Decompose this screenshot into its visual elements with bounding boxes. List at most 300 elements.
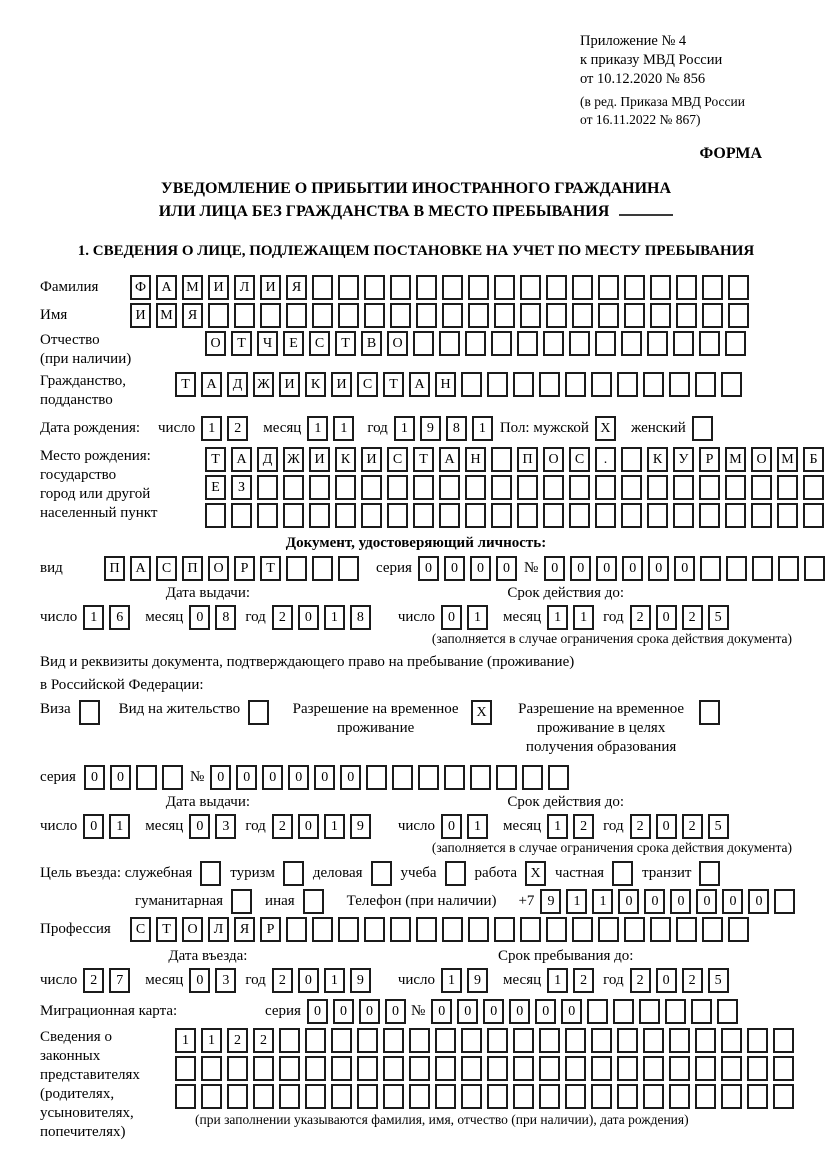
char-cell[interactable]: С (569, 447, 590, 472)
char-cell[interactable] (409, 1028, 430, 1053)
char-cell[interactable]: Р (260, 917, 281, 942)
char-cell[interactable] (201, 1084, 222, 1109)
char-cell[interactable] (390, 275, 411, 300)
char-cell[interactable] (439, 503, 460, 528)
char-cell[interactable] (335, 475, 356, 500)
char-cell[interactable]: И (260, 275, 281, 300)
char-cell[interactable] (699, 331, 720, 356)
char-cell[interactable]: Н (435, 372, 456, 397)
char-cell[interactable] (572, 917, 593, 942)
char-cell[interactable]: А (156, 275, 177, 300)
char-cell[interactable] (676, 275, 697, 300)
char-cell[interactable]: 1 (573, 605, 594, 630)
char-cell[interactable]: М (725, 447, 746, 472)
char-cell[interactable] (721, 372, 742, 397)
char-cell[interactable] (201, 1056, 222, 1081)
char-cell[interactable] (208, 303, 229, 328)
char-cell[interactable]: X (595, 416, 616, 441)
char-cell[interactable] (338, 917, 359, 942)
char-cell[interactable]: 1 (547, 968, 568, 993)
char-cell[interactable] (591, 1056, 612, 1081)
char-cell[interactable]: 0 (618, 889, 639, 914)
char-cell[interactable] (175, 1056, 196, 1081)
char-cell[interactable] (669, 1056, 690, 1081)
char-cell[interactable]: 1 (394, 416, 415, 441)
char-cell[interactable] (773, 1084, 794, 1109)
char-cell[interactable]: 0 (470, 556, 491, 581)
char-cell[interactable] (175, 1084, 196, 1109)
char-cell[interactable]: 7 (109, 968, 130, 993)
char-cell[interactable] (650, 303, 671, 328)
char-cell[interactable]: 2 (630, 814, 651, 839)
char-cell[interactable] (366, 765, 387, 790)
char-cell[interactable] (357, 1028, 378, 1053)
char-cell[interactable]: 0 (656, 968, 677, 993)
char-cell[interactable]: 1 (175, 1028, 196, 1053)
char-cell[interactable] (699, 700, 720, 725)
char-cell[interactable] (286, 303, 307, 328)
char-cell[interactable] (747, 1056, 768, 1081)
char-cell[interactable] (546, 303, 567, 328)
char-cell[interactable] (79, 700, 100, 725)
char-cell[interactable] (383, 1056, 404, 1081)
char-cell[interactable]: П (517, 447, 538, 472)
char-cell[interactable] (392, 765, 413, 790)
char-cell[interactable]: 2 (630, 968, 651, 993)
char-cell[interactable] (751, 475, 772, 500)
char-cell[interactable] (546, 917, 567, 942)
char-cell[interactable]: 0 (748, 889, 769, 914)
char-cell[interactable] (286, 917, 307, 942)
char-cell[interactable] (721, 1084, 742, 1109)
char-cell[interactable]: 0 (648, 556, 669, 581)
char-cell[interactable]: 1 (441, 968, 462, 993)
char-cell[interactable]: 0 (84, 765, 105, 790)
char-cell[interactable]: 1 (592, 889, 613, 914)
char-cell[interactable]: А (409, 372, 430, 397)
char-cell[interactable]: 9 (350, 968, 371, 993)
char-cell[interactable]: 3 (215, 814, 236, 839)
char-cell[interactable] (439, 475, 460, 500)
char-cell[interactable]: 0 (307, 999, 328, 1024)
char-cell[interactable] (253, 1084, 274, 1109)
char-cell[interactable]: 0 (457, 999, 478, 1024)
char-cell[interactable]: 0 (570, 556, 591, 581)
char-cell[interactable]: 0 (656, 814, 677, 839)
char-cell[interactable] (725, 475, 746, 500)
char-cell[interactable]: 2 (682, 605, 703, 630)
char-cell[interactable] (520, 917, 541, 942)
char-cell[interactable]: 0 (444, 556, 465, 581)
char-cell[interactable]: И (361, 447, 382, 472)
char-cell[interactable] (621, 503, 642, 528)
char-cell[interactable] (517, 331, 538, 356)
char-cell[interactable] (487, 372, 508, 397)
char-cell[interactable]: 0 (596, 556, 617, 581)
char-cell[interactable] (413, 475, 434, 500)
char-cell[interactable]: Я (234, 917, 255, 942)
char-cell[interactable]: 2 (83, 968, 104, 993)
char-cell[interactable] (227, 1084, 248, 1109)
char-cell[interactable]: 1 (324, 968, 345, 993)
char-cell[interactable] (513, 372, 534, 397)
char-cell[interactable]: 0 (333, 999, 354, 1024)
char-cell[interactable]: С (387, 447, 408, 472)
char-cell[interactable]: 9 (540, 889, 561, 914)
char-cell[interactable] (312, 303, 333, 328)
char-cell[interactable]: Л (234, 275, 255, 300)
char-cell[interactable] (676, 303, 697, 328)
char-cell[interactable]: К (305, 372, 326, 397)
char-cell[interactable] (747, 1084, 768, 1109)
char-cell[interactable]: М (777, 447, 798, 472)
char-cell[interactable] (361, 503, 382, 528)
char-cell[interactable]: Ж (253, 372, 274, 397)
char-cell[interactable]: В (361, 331, 382, 356)
char-cell[interactable]: 0 (262, 765, 283, 790)
char-cell[interactable] (444, 765, 465, 790)
char-cell[interactable] (312, 917, 333, 942)
char-cell[interactable] (279, 1084, 300, 1109)
char-cell[interactable]: Е (283, 331, 304, 356)
char-cell[interactable] (383, 1028, 404, 1053)
char-cell[interactable] (520, 275, 541, 300)
char-cell[interactable] (253, 1056, 274, 1081)
char-cell[interactable] (416, 917, 437, 942)
char-cell[interactable]: О (208, 556, 229, 581)
char-cell[interactable] (409, 1056, 430, 1081)
char-cell[interactable]: Т (335, 331, 356, 356)
char-cell[interactable] (717, 999, 738, 1024)
char-cell[interactable] (572, 303, 593, 328)
char-cell[interactable]: 1 (307, 416, 328, 441)
char-cell[interactable]: С (156, 556, 177, 581)
char-cell[interactable] (613, 999, 634, 1024)
char-cell[interactable] (673, 475, 694, 500)
char-cell[interactable] (364, 275, 385, 300)
char-cell[interactable]: Т (260, 556, 281, 581)
char-cell[interactable]: Р (699, 447, 720, 472)
char-cell[interactable] (491, 475, 512, 500)
char-cell[interactable] (565, 1028, 586, 1053)
char-cell[interactable] (624, 917, 645, 942)
char-cell[interactable]: Л (208, 917, 229, 942)
char-cell[interactable] (305, 1084, 326, 1109)
char-cell[interactable]: 2 (227, 416, 248, 441)
char-cell[interactable] (513, 1028, 534, 1053)
char-cell[interactable] (650, 917, 671, 942)
char-cell[interactable]: И (130, 303, 151, 328)
char-cell[interactable] (312, 275, 333, 300)
char-cell[interactable]: 1 (109, 814, 130, 839)
char-cell[interactable] (695, 1056, 716, 1081)
char-cell[interactable] (494, 917, 515, 942)
char-cell[interactable]: 0 (110, 765, 131, 790)
char-cell[interactable] (725, 503, 746, 528)
char-cell[interactable] (491, 447, 512, 472)
char-cell[interactable]: 2 (227, 1028, 248, 1053)
char-cell[interactable] (591, 1084, 612, 1109)
char-cell[interactable] (726, 556, 747, 581)
char-cell[interactable] (546, 275, 567, 300)
char-cell[interactable]: 5 (708, 605, 729, 630)
char-cell[interactable]: 0 (210, 765, 231, 790)
char-cell[interactable] (305, 1028, 326, 1053)
char-cell[interactable]: 1 (201, 1028, 222, 1053)
char-cell[interactable]: 1 (547, 605, 568, 630)
char-cell[interactable]: 0 (656, 605, 677, 630)
char-cell[interactable] (390, 917, 411, 942)
char-cell[interactable] (773, 1028, 794, 1053)
char-cell[interactable] (803, 475, 824, 500)
char-cell[interactable] (338, 275, 359, 300)
char-cell[interactable]: П (182, 556, 203, 581)
char-cell[interactable] (543, 475, 564, 500)
char-cell[interactable] (721, 1028, 742, 1053)
char-cell[interactable]: И (208, 275, 229, 300)
char-cell[interactable] (470, 765, 491, 790)
char-cell[interactable] (669, 372, 690, 397)
char-cell[interactable] (569, 331, 590, 356)
char-cell[interactable]: 0 (83, 814, 104, 839)
char-cell[interactable] (461, 1084, 482, 1109)
char-cell[interactable]: 1 (472, 416, 493, 441)
char-cell[interactable]: У (673, 447, 694, 472)
char-cell[interactable]: 0 (670, 889, 691, 914)
char-cell[interactable] (494, 275, 515, 300)
char-cell[interactable]: X (525, 861, 546, 886)
char-cell[interactable] (728, 303, 749, 328)
char-cell[interactable]: З (231, 475, 252, 500)
char-cell[interactable] (647, 503, 668, 528)
char-cell[interactable] (461, 372, 482, 397)
char-cell[interactable] (416, 275, 437, 300)
char-cell[interactable] (643, 1028, 664, 1053)
char-cell[interactable]: 0 (496, 556, 517, 581)
char-cell[interactable]: Т (231, 331, 252, 356)
char-cell[interactable]: Ж (283, 447, 304, 472)
char-cell[interactable]: 0 (441, 814, 462, 839)
char-cell[interactable] (700, 556, 721, 581)
char-cell[interactable] (371, 861, 392, 886)
char-cell[interactable] (331, 1056, 352, 1081)
char-cell[interactable] (702, 275, 723, 300)
char-cell[interactable] (257, 475, 278, 500)
char-cell[interactable] (695, 1084, 716, 1109)
char-cell[interactable] (647, 475, 668, 500)
char-cell[interactable] (435, 1084, 456, 1109)
char-cell[interactable]: О (182, 917, 203, 942)
char-cell[interactable] (364, 917, 385, 942)
char-cell[interactable]: Т (156, 917, 177, 942)
char-cell[interactable]: 0 (298, 968, 319, 993)
char-cell[interactable] (439, 331, 460, 356)
char-cell[interactable]: 2 (573, 968, 594, 993)
char-cell[interactable] (383, 1084, 404, 1109)
char-cell[interactable]: 0 (535, 999, 556, 1024)
char-cell[interactable] (305, 1056, 326, 1081)
char-cell[interactable]: 2 (630, 605, 651, 630)
char-cell[interactable] (409, 1084, 430, 1109)
char-cell[interactable]: 0 (622, 556, 643, 581)
char-cell[interactable] (442, 303, 463, 328)
char-cell[interactable] (773, 1056, 794, 1081)
char-cell[interactable]: Я (286, 275, 307, 300)
char-cell[interactable]: 1 (324, 814, 345, 839)
char-cell[interactable]: К (335, 447, 356, 472)
char-cell[interactable]: 9 (420, 416, 441, 441)
char-cell[interactable] (702, 303, 723, 328)
char-cell[interactable] (364, 303, 385, 328)
char-cell[interactable]: 0 (674, 556, 695, 581)
char-cell[interactable]: Т (383, 372, 404, 397)
char-cell[interactable] (487, 1056, 508, 1081)
char-cell[interactable]: 0 (314, 765, 335, 790)
char-cell[interactable]: 8 (446, 416, 467, 441)
char-cell[interactable]: 0 (288, 765, 309, 790)
char-cell[interactable] (587, 999, 608, 1024)
char-cell[interactable] (621, 331, 642, 356)
char-cell[interactable] (513, 1084, 534, 1109)
char-cell[interactable] (624, 303, 645, 328)
char-cell[interactable]: 0 (483, 999, 504, 1024)
char-cell[interactable] (335, 503, 356, 528)
char-cell[interactable] (539, 1084, 560, 1109)
char-cell[interactable] (361, 475, 382, 500)
char-cell[interactable] (650, 275, 671, 300)
char-cell[interactable]: 0 (236, 765, 257, 790)
char-cell[interactable] (539, 1028, 560, 1053)
char-cell[interactable]: 1 (467, 814, 488, 839)
char-cell[interactable] (279, 1028, 300, 1053)
char-cell[interactable]: 0 (298, 605, 319, 630)
char-cell[interactable] (543, 331, 564, 356)
char-cell[interactable]: Т (413, 447, 434, 472)
char-cell[interactable]: П (104, 556, 125, 581)
char-cell[interactable] (257, 503, 278, 528)
char-cell[interactable]: Ч (257, 331, 278, 356)
char-cell[interactable] (286, 556, 307, 581)
char-cell[interactable] (357, 1084, 378, 1109)
char-cell[interactable] (465, 331, 486, 356)
char-cell[interactable] (565, 372, 586, 397)
char-cell[interactable] (309, 475, 330, 500)
char-cell[interactable] (569, 475, 590, 500)
char-cell[interactable] (331, 1084, 352, 1109)
char-cell[interactable] (617, 1084, 638, 1109)
char-cell[interactable] (565, 1084, 586, 1109)
char-cell[interactable] (565, 1056, 586, 1081)
char-cell[interactable] (673, 503, 694, 528)
char-cell[interactable]: . (595, 447, 616, 472)
char-cell[interactable]: 8 (215, 605, 236, 630)
char-cell[interactable]: 0 (431, 999, 452, 1024)
char-cell[interactable] (461, 1056, 482, 1081)
char-cell[interactable]: 2 (272, 605, 293, 630)
char-cell[interactable] (162, 765, 183, 790)
char-cell[interactable]: 8 (350, 605, 371, 630)
char-cell[interactable] (569, 503, 590, 528)
char-cell[interactable]: 0 (385, 999, 406, 1024)
char-cell[interactable] (468, 917, 489, 942)
char-cell[interactable] (699, 503, 720, 528)
char-cell[interactable] (725, 331, 746, 356)
char-cell[interactable] (699, 861, 720, 886)
char-cell[interactable]: 1 (566, 889, 587, 914)
char-cell[interactable] (465, 503, 486, 528)
char-cell[interactable] (390, 303, 411, 328)
char-cell[interactable]: 0 (189, 968, 210, 993)
char-cell[interactable] (487, 1028, 508, 1053)
char-cell[interactable] (624, 275, 645, 300)
char-cell[interactable] (435, 1056, 456, 1081)
char-cell[interactable] (643, 372, 664, 397)
char-cell[interactable] (643, 1084, 664, 1109)
char-cell[interactable] (591, 1028, 612, 1053)
char-cell[interactable]: 0 (644, 889, 665, 914)
char-cell[interactable]: С (130, 917, 151, 942)
char-cell[interactable] (702, 917, 723, 942)
char-cell[interactable]: Б (803, 447, 824, 472)
char-cell[interactable] (136, 765, 157, 790)
char-cell[interactable] (468, 275, 489, 300)
char-cell[interactable]: 6 (109, 605, 130, 630)
char-cell[interactable]: Д (257, 447, 278, 472)
char-cell[interactable]: О (387, 331, 408, 356)
char-cell[interactable]: Т (175, 372, 196, 397)
char-cell[interactable] (357, 1056, 378, 1081)
char-cell[interactable]: 2 (573, 814, 594, 839)
char-cell[interactable] (804, 556, 825, 581)
char-cell[interactable]: 5 (708, 968, 729, 993)
char-cell[interactable]: 1 (83, 605, 104, 630)
char-cell[interactable]: М (182, 275, 203, 300)
char-cell[interactable] (598, 303, 619, 328)
char-cell[interactable]: С (357, 372, 378, 397)
char-cell[interactable] (205, 503, 226, 528)
char-cell[interactable] (468, 303, 489, 328)
char-cell[interactable]: 0 (544, 556, 565, 581)
char-cell[interactable]: 2 (682, 968, 703, 993)
char-cell[interactable] (494, 303, 515, 328)
char-cell[interactable] (435, 1028, 456, 1053)
char-cell[interactable] (387, 475, 408, 500)
char-cell[interactable] (548, 765, 569, 790)
char-cell[interactable] (643, 1056, 664, 1081)
char-cell[interactable] (721, 1056, 742, 1081)
char-cell[interactable] (692, 416, 713, 441)
char-cell[interactable]: И (309, 447, 330, 472)
char-cell[interactable]: О (543, 447, 564, 472)
char-cell[interactable] (699, 475, 720, 500)
char-cell[interactable]: 2 (272, 968, 293, 993)
char-cell[interactable] (416, 303, 437, 328)
char-cell[interactable] (669, 1084, 690, 1109)
char-cell[interactable] (747, 1028, 768, 1053)
char-cell[interactable] (496, 765, 517, 790)
char-cell[interactable]: 1 (201, 416, 222, 441)
char-cell[interactable] (461, 1028, 482, 1053)
char-cell[interactable] (418, 765, 439, 790)
char-cell[interactable] (777, 503, 798, 528)
char-cell[interactable]: 9 (350, 814, 371, 839)
char-cell[interactable] (227, 1056, 248, 1081)
char-cell[interactable] (413, 331, 434, 356)
char-cell[interactable]: 0 (298, 814, 319, 839)
char-cell[interactable] (303, 889, 324, 914)
char-cell[interactable] (612, 861, 633, 886)
char-cell[interactable]: 0 (189, 814, 210, 839)
